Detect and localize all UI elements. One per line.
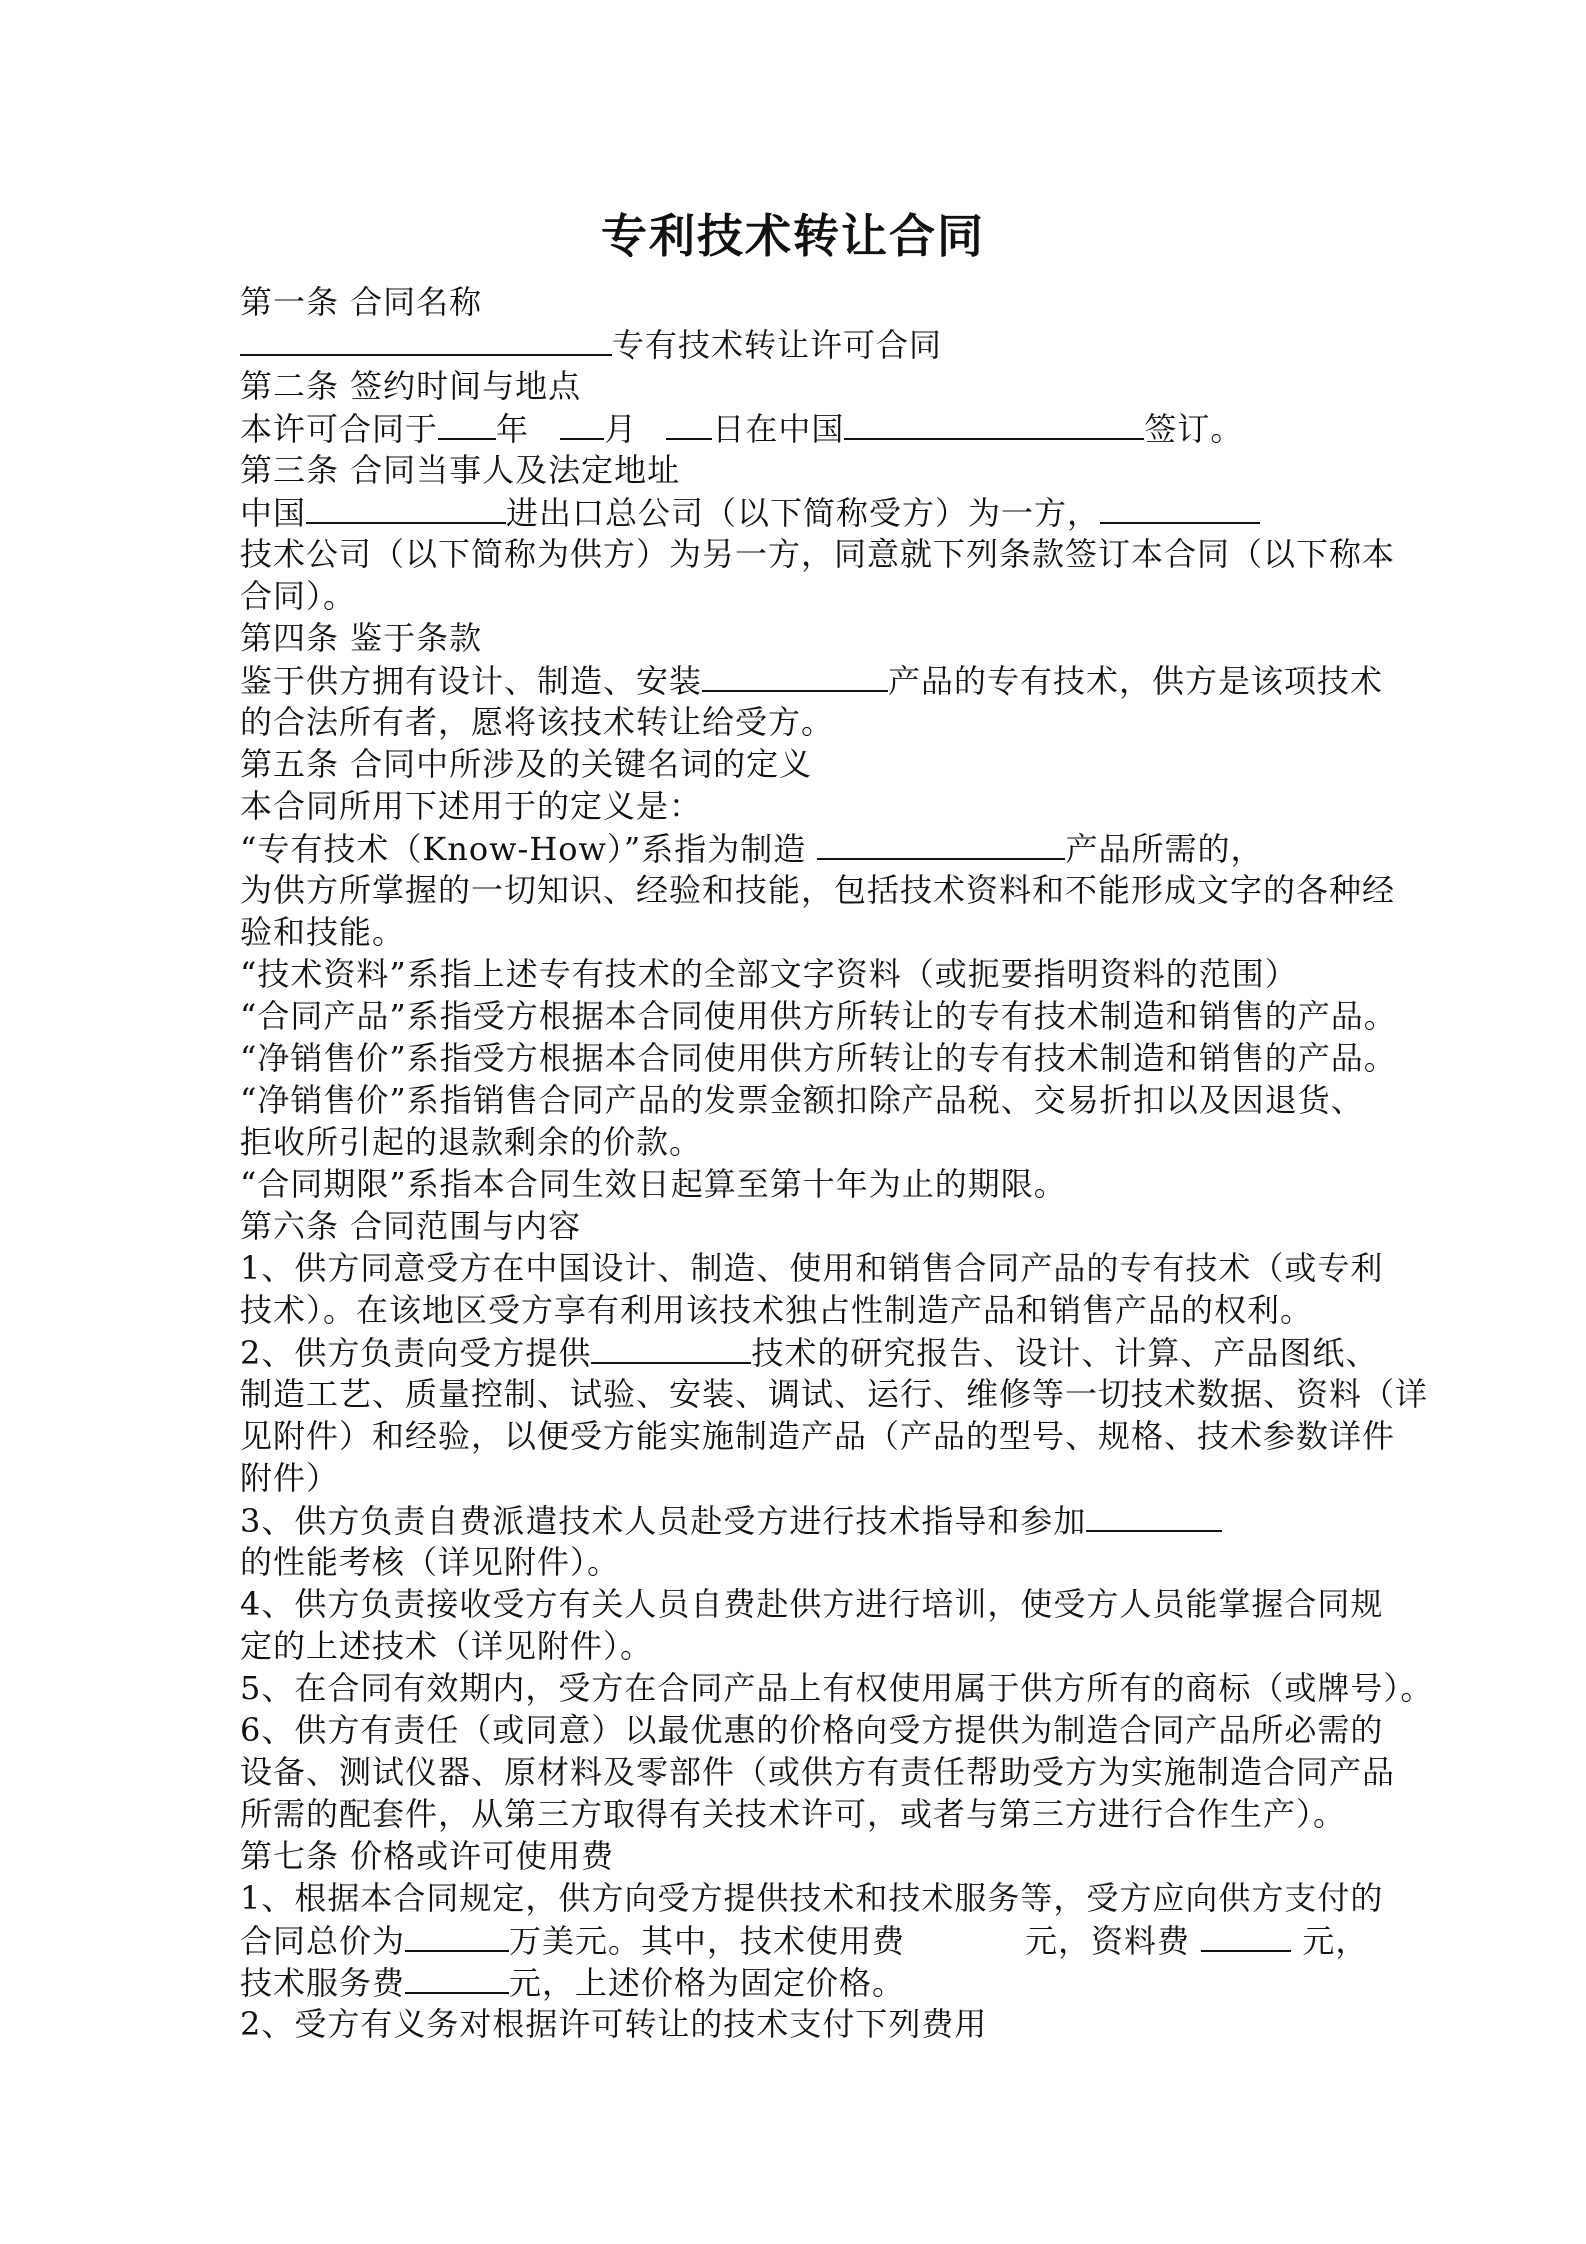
article-5-line-1: 本合同所用下述用于的定义是： — [240, 787, 703, 825]
article-5-line-3: 为供方所掌握的一切知识、经验和技能，包括技术资料和不能形成文字的各种经 — [240, 871, 1396, 909]
article-5-line-9: 拒收所引起的退款剩余的价款。 — [240, 1123, 703, 1161]
technology-blank[interactable] — [591, 1332, 751, 1364]
article-7-heading: 第七条 价格或许可使用费 — [240, 1837, 615, 1875]
article-2-heading: 第二条 签约时间与地点 — [240, 367, 582, 405]
article-5-line-5: “技术资料”系指上述专有技术的全部文字资料（或扼要指明资料的范围） — [240, 955, 1298, 993]
assessment-blank[interactable] — [1086, 1500, 1222, 1532]
supplier-blank[interactable] — [1100, 492, 1260, 524]
article-6-line-12: 6、供方有责任（或同意）以最优惠的价格向受方提供为制造合同产品所必需的 — [240, 1711, 1384, 1749]
article-1-line: 专有技术转让许可合同 — [240, 324, 942, 365]
article-3-line-1: 中国 进出口总公司（以下简称受方）为一方， — [240, 492, 1260, 533]
article-4-line-1: 鉴于供方拥有设计、制造、安装 产品的专有技术，供方是该项技术 — [240, 662, 1384, 700]
article-6-line-14: 所需的配套件，从第三方取得有关技术许可，或者与第三方进行合作生产）。 — [240, 1795, 1347, 1833]
material-fee-blank[interactable] — [1201, 1920, 1291, 1952]
article-6-line-13: 设备、测试仪器、原材料及零部件（或供方有责任帮助受方为实施制造合同产品 — [240, 1753, 1396, 1791]
month-blank[interactable] — [560, 408, 604, 440]
document-title: 专利技术转让合同 — [601, 209, 985, 263]
article-6-line-3: 2、供方负责向受方提供 技术的研究报告、设计、计算、产品图纸、 — [240, 1334, 1379, 1372]
product-blank[interactable] — [817, 828, 1065, 860]
article-5-line-6: “合同产品”系指受方根据本合同使用供方所转让的专有技术制造和销售的产品。 — [240, 997, 1397, 1035]
service-fee-blank[interactable] — [405, 1962, 509, 1994]
article-7-line-2: 合同总价为 万美元。其中，技术使用费 元，资料费 元， — [240, 1922, 1369, 1960]
day-blank[interactable] — [666, 408, 712, 440]
article-5-line-4: 验和技能。 — [240, 913, 406, 951]
total-price-blank[interactable] — [405, 1920, 509, 1952]
article-4-line-2: 的合法所有者，愿将该技术转让给受方。 — [240, 703, 835, 741]
article-5-line-10: “合同期限”系指本合同生效日起算至第十年为止的期限。 — [240, 1165, 1067, 1203]
article-5-heading: 第五条 合同中所涉及的关键名词的定义 — [240, 745, 813, 783]
article-6-line-9: 4、供方负责接收受方有关人员自费赴供方进行培训，使受方人员能掌握合同规 — [240, 1585, 1384, 1623]
article-1-heading: 第一条 合同名称 — [240, 283, 483, 321]
article-6-line-10: 定的上述技术（详见附件）。 — [240, 1627, 654, 1665]
article-6-line-4: 制造工艺、质量控制、试验、安装、调试、运行、维修等一切技术数据、资料（详 — [240, 1375, 1429, 1413]
article-6-line-6: 附件） — [240, 1459, 340, 1497]
article-3-heading: 第三条 合同当事人及法定地址 — [240, 451, 681, 489]
article-3-line-3: 合同）。 — [240, 577, 357, 615]
place-blank[interactable] — [844, 408, 1144, 440]
year-blank[interactable] — [438, 408, 496, 440]
article-7-line-1: 1、根据本合同规定，供方向受方提供技术和技术服务等，受方应向供方支付的 — [240, 1879, 1384, 1917]
article-7-line-4: 2、受方有义务对根据许可转让的技术支付下列费用 — [240, 2005, 988, 2043]
product-blank[interactable] — [702, 660, 888, 692]
article-6-line-8: 的性能考核（详见附件）。 — [240, 1543, 621, 1581]
article-5-line-2: “专有技术（Know-How）”系指为制造 产品所需的， — [240, 830, 1264, 868]
article-6-heading: 第六条 合同范围与内容 — [240, 1207, 582, 1245]
article-5-line-7: “净销售价”系指受方根据本合同使用供方所转让的专有技术制造和销售的产品。 — [240, 1039, 1397, 1077]
article-5-line-8: “净销售价”系指销售合同产品的发票金额扣除产品税、交易折扣以及因退货、 — [240, 1081, 1364, 1119]
article-4-heading: 第四条 鉴于条款 — [240, 619, 483, 657]
article-6-line-1: 1、供方同意受方在中国设计、制造、使用和销售合同产品的专有技术（或专利 — [240, 1249, 1384, 1287]
article-6-line-2: 技术）。在该地区受方享有利用该技术独占性制造产品和销售产品的权利。 — [240, 1291, 1314, 1329]
article-6-line-11: 5、在合同有效期内，受方在合同产品上有权使用属于供方所有的商标（或牌号）。 — [240, 1669, 1434, 1707]
article-2-line: 本许可合同于 年 月 日在中国 签订。 — [240, 410, 1244, 448]
article-6-line-7: 3、供方负责自费派遣技术人员赴受方进行技术指导和参加 — [240, 1500, 1222, 1541]
fill-blank[interactable] — [240, 324, 612, 356]
article-6-line-5: 见附件）和经验，以便受方能实施制造产品（产品的型号、规格、技术参数详件 — [240, 1417, 1396, 1455]
company-blank[interactable] — [306, 492, 506, 524]
article-3-line-2: 技术公司（以下简称为供方）为另一方，同意就下列条款签订本合同（以下称本 — [240, 535, 1396, 573]
article-7-line-3: 技术服务费 元，上述价格为固定价格。 — [240, 1964, 906, 2002]
